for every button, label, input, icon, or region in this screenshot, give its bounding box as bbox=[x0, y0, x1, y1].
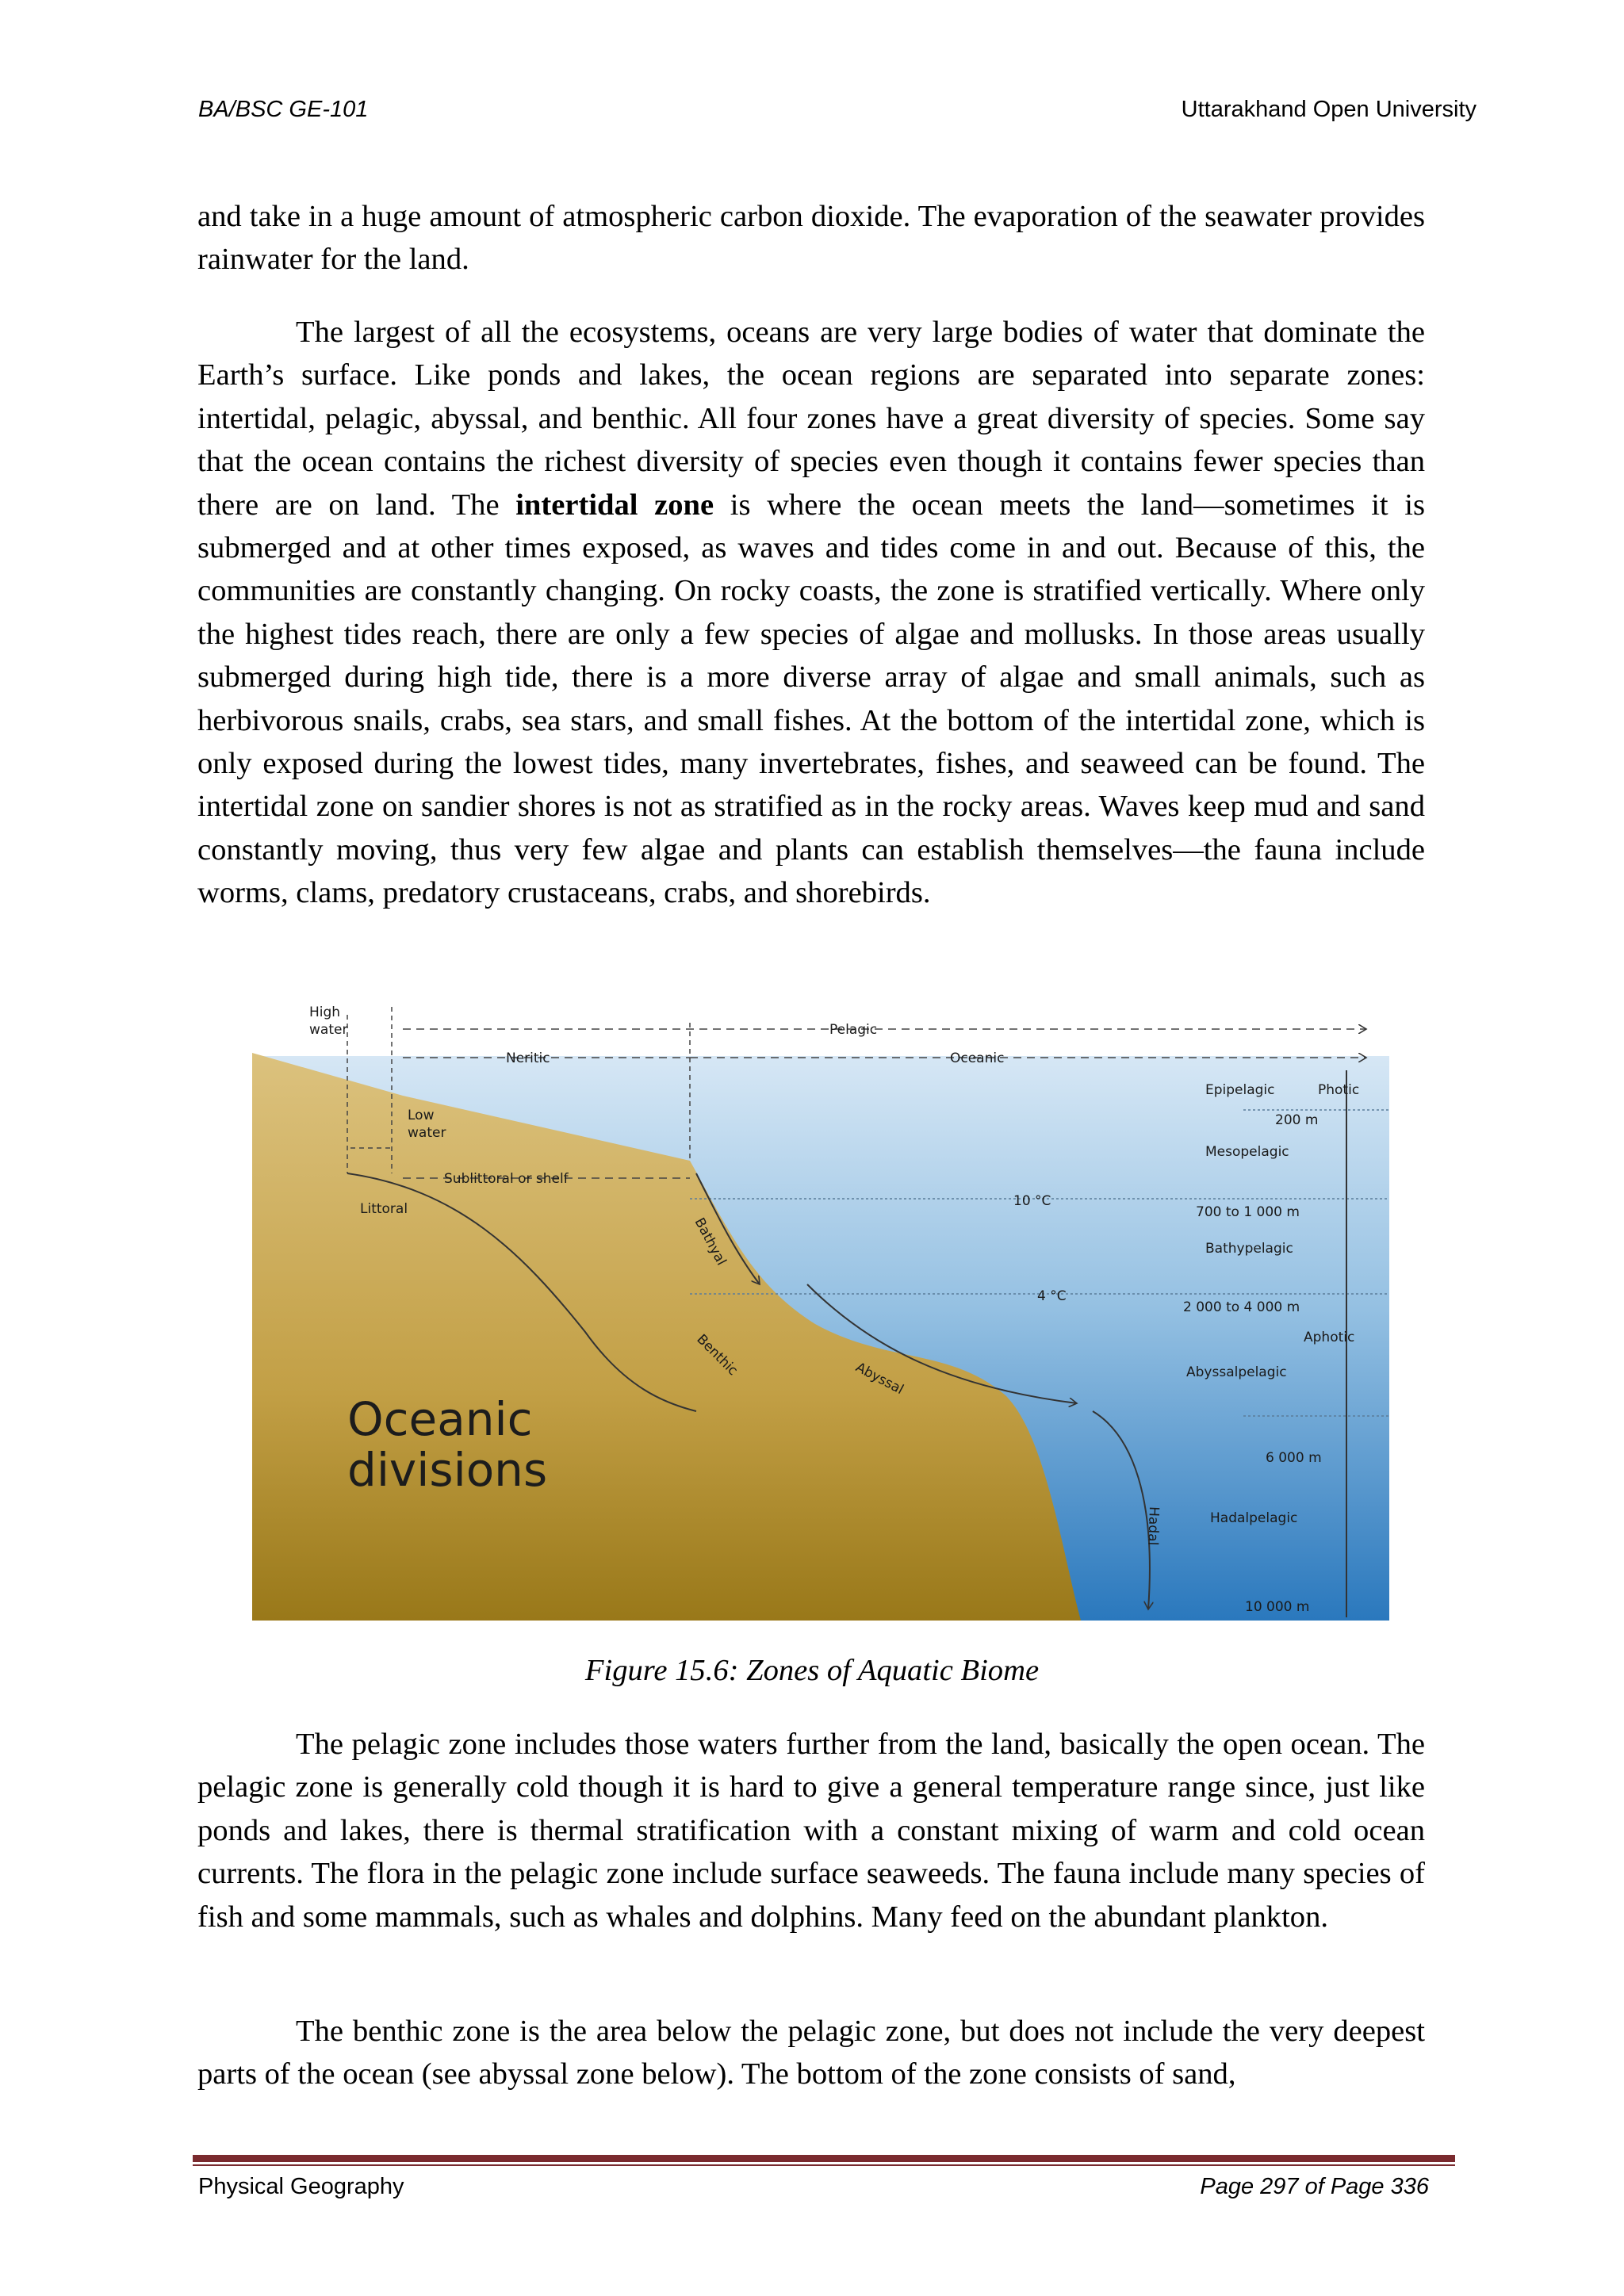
footer-rule-thin bbox=[193, 2164, 1455, 2166]
label-temp-10: 10 °C bbox=[1013, 1193, 1051, 1209]
subject-name: Physical Geography bbox=[198, 2174, 404, 2199]
label-oceanic: Oceanic bbox=[950, 1050, 1005, 1066]
paragraph-text: is where the ocean meets the land—sometimes it is submerged and at other times exposed, as waves and tides come in and out. Because of this, the communities are constantly changing. On rocky coasts, the zone is stratified vertically. Where only the highest tides reach, there are only a few species of algae and mollusks. In those areas usually submerged during high tide, there is a more diverse array of algae and small animals, such as herbivorous snails, crabs, sea stars, and small fishes. At the bottom of the intertidal zone, which is only exposed during the lowest tides, many invertebrates, fishes, and seaweed can be found. The intertidal zone on sandier shores is not as stratified as in the rocky areas. Waves keep mud and sand constantly moving, thus very few algae and plants can establish themselves—the fauna include worms, clams, predatory crustaceans, crabs, and shorebirds. bbox=[197, 488, 1425, 910]
label-epipelagic: Epipelagic bbox=[1205, 1082, 1275, 1098]
paragraph-intertidal bbox=[197, 311, 1425, 915]
figure-title-line-1: Oceanic bbox=[347, 1392, 533, 1446]
label-aphotic: Aphotic bbox=[1304, 1330, 1355, 1345]
page-header bbox=[198, 97, 1477, 128]
label-bathyal: Bathyal bbox=[691, 1215, 730, 1269]
footer-rule-thick bbox=[193, 2155, 1455, 2162]
label-depth-700-1000: 700 to 1 000 m bbox=[1196, 1204, 1300, 1220]
label-depth-2000-4000: 2 000 to 4 000 m bbox=[1183, 1299, 1300, 1315]
label-sublittoral: Sublittoral or shelf bbox=[444, 1171, 569, 1187]
course-code: BA/BSC GE-101 bbox=[198, 97, 369, 122]
label-low-water-2: water bbox=[408, 1125, 446, 1141]
label-photic: Photic bbox=[1318, 1082, 1360, 1098]
paragraph-text: The largest of all the ecosystems, oceans are very large bodies of water that dominate the Earth’s surface. Like ponds and lakes, the ocean regions are separated into separate zones: intertidal, pelagic, abyssal, and benthic. All four zones have a great diversity of species. Some say that the ocean contains the richest diversity of species even though it contains fewer species than there are on land. The bbox=[197, 316, 1425, 522]
oceanic-divisions-figure bbox=[252, 991, 1389, 1621]
page-number: Page 297 of Page 336 bbox=[1200, 2174, 1429, 2199]
figure-title-line-2: divisions bbox=[347, 1443, 548, 1497]
label-hadalpelagic: Hadalpelagic bbox=[1210, 1510, 1298, 1526]
paragraph-pelagic: The pelagic zone includes those waters further from the land, basically the open ocean. The pelagic zone is generally cold though it is hard to give a general temperature range since, just like ponds and lakes, there is thermal stratification with a constant mixing of warm and cold ocean currents. The flora in the pelagic zone include surface seaweeds. The fauna include many species of fish and some mammals, such as whales and dolphins. Many feed on the abundant plankton. bbox=[197, 1728, 1425, 1934]
label-benthic: Benthic bbox=[693, 1331, 741, 1380]
label-littoral: Littoral bbox=[360, 1201, 408, 1217]
label-hadal: Hadal bbox=[1144, 1506, 1162, 1546]
label-temp-4: 4 °C bbox=[1037, 1288, 1067, 1304]
label-depth-200: 200 m bbox=[1275, 1112, 1319, 1128]
label-high-water-1: High bbox=[309, 1004, 341, 1020]
paragraph-intro: and take in a huge amount of atmospheric carbon dioxide. The evaporation of the seawater provides rainwater for the land. bbox=[197, 200, 1425, 277]
label-depth-6000: 6 000 m bbox=[1266, 1450, 1322, 1466]
paragraph-benthic: The benthic zone is the area below the pelagic zone, but does not include the very deepest parts of the ocean (see abyssal zone below). The bottom of the zone consists of sand, bbox=[197, 2015, 1425, 2091]
label-bathypelagic: Bathypelagic bbox=[1205, 1241, 1293, 1257]
label-pelagic: Pelagic bbox=[829, 1022, 878, 1038]
label-low-water-1: Low bbox=[408, 1108, 435, 1123]
intertidal-zone-term: intertidal zone bbox=[515, 488, 714, 522]
label-abyssalpelagic: Abyssalpelagic bbox=[1186, 1364, 1287, 1380]
figure-caption: Figure 15.6: Zones of Aquatic Biome bbox=[584, 1654, 1040, 1687]
label-neritic: Neritic bbox=[506, 1050, 550, 1066]
label-high-water-2: water bbox=[309, 1022, 348, 1038]
label-depth-10000: 10 000 m bbox=[1245, 1599, 1310, 1615]
label-abyssal: Abyssal bbox=[852, 1359, 906, 1399]
label-mesopelagic: Mesopelagic bbox=[1205, 1144, 1289, 1160]
university-name: Uttarakhand Open University bbox=[1181, 97, 1477, 122]
